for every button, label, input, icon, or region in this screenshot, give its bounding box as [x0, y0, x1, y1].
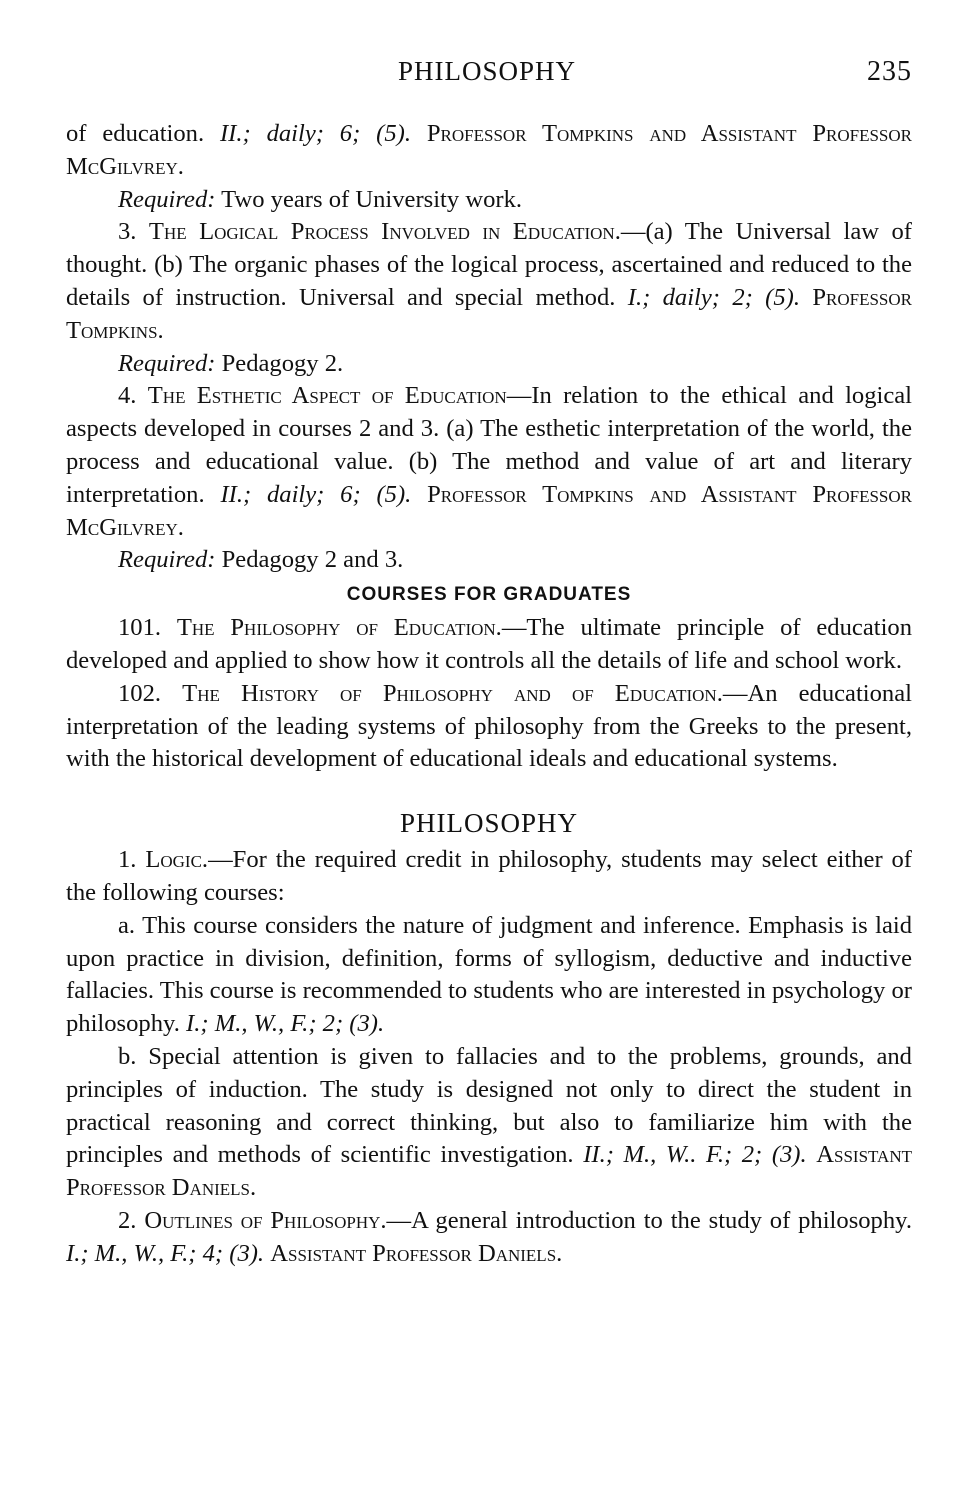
page-body [66, 118, 912, 1271]
course-title: Outlines of Philosophy. [144, 1206, 387, 1234]
course-description: —A general introduction to the study of philosophy. [386, 1206, 912, 1234]
course-meta: I.; M., W., F.; 4; (3). [66, 1239, 265, 1267]
required-text: Pedagogy 2 and 3. [221, 546, 404, 574]
course-description: —An educational interpretation of the leading systems of philosophy from the Greeks to the present, with the historical development of educational ideals and educational systems. [66, 679, 912, 773]
required-label: Required: [118, 185, 216, 213]
course-staff: Assistant Professor Daniels. [270, 1239, 563, 1267]
option-description: This course considers the nature of judgment and inference. Emphasis is laid upon practice in division, definition, forms of syllogism, deductive and inductive fallacies. This course is recommended to students who are interested in psychology or philosophy. [66, 911, 912, 1038]
course-option-a [66, 910, 912, 1041]
course-entry-102 [66, 678, 912, 776]
course-entry-101 [66, 612, 912, 678]
course-description: —In relation to the ethical and logical aspects developed in courses 2 and 3. (a) The esthetic interpretation of the world, the process and educational value. (b) The method and value of art and literary interpretation. [66, 382, 912, 508]
course-title: The Philosophy of Education. [176, 614, 502, 642]
course-title: The Logical Process Involved in Education. [148, 218, 621, 246]
option-label: a. [118, 911, 136, 939]
course-entry-outlines [66, 1205, 912, 1271]
section-heading-graduates: COURSES FOR GRADUATES [346, 584, 632, 606]
course-title: Logic. [145, 846, 209, 874]
course-title: The Esthetic Aspect of Education [147, 382, 507, 410]
course-requirement [66, 348, 912, 381]
course-number: 3. [118, 218, 137, 246]
required-text: Two years of University work. [221, 185, 523, 213]
page-number: 235 [867, 56, 912, 87]
course-continuation [66, 118, 912, 184]
option-label: b. [118, 1042, 137, 1070]
required-label: Required: [118, 349, 216, 377]
option-description: Special attention is given to fallacies and to the problems, grounds, and principles of induction. The study is designed not only to direct the student in practical reasoning and correct thinking, but also to familiarize him with the principles and methods of scientific investigation. [66, 1042, 912, 1169]
course-meta: II.; daily; 6; (5). [219, 120, 411, 147]
course-description: —The ultimate principle of education developed and applied to show how it controls all the details of life and school work. [66, 614, 912, 674]
course-staff: Professor Tompkins. [66, 283, 912, 344]
course-meta: I.; M., W., F.; 2; (3). [186, 1010, 385, 1038]
running-title: PHILOSOPHY [397, 56, 577, 86]
required-text: Pedagogy 2. [221, 349, 344, 377]
course-meta: II.; daily; 6; (5). [220, 480, 412, 508]
course-number: 102. [118, 679, 162, 707]
course-option-b [66, 1041, 912, 1205]
course-description: —(a) The Universal law of thought. (b) The organic phases of the logical process, ascertained and reduced to the details of instruction. Universal and special method. [66, 218, 912, 311]
course-requirement [66, 544, 912, 577]
course-meta: II.; M., W.. F.; 2; (3). [583, 1141, 807, 1169]
course-staff: Professor Tompkins and Assistant Professor McGilvrey. [66, 480, 912, 541]
course-staff: Professor Tompkins and Assistant Professor McGilvrey. [66, 120, 912, 180]
section-heading-philosophy: PHILOSOPHY [399, 808, 579, 839]
course-entry-3 [66, 216, 912, 347]
course-number: 4. [118, 382, 137, 410]
course-title: The History of Philosophy and of Education. [182, 679, 723, 707]
required-label: Required: [118, 546, 216, 574]
course-entry-logic [66, 844, 912, 910]
course-staff: Assistant Professor Daniels. [66, 1141, 912, 1202]
course-number: 1. [118, 846, 137, 874]
course-number: 101. [118, 614, 162, 642]
course-meta: I.; daily; 2; (5). [627, 283, 800, 311]
course-requirement [66, 184, 912, 217]
course-entry-4 [66, 380, 912, 544]
course-number: 2. [118, 1206, 137, 1234]
continuation-text: of education. [66, 120, 205, 147]
course-description: —For the required credit in philosophy, students may select either of the following courses: [66, 846, 912, 906]
